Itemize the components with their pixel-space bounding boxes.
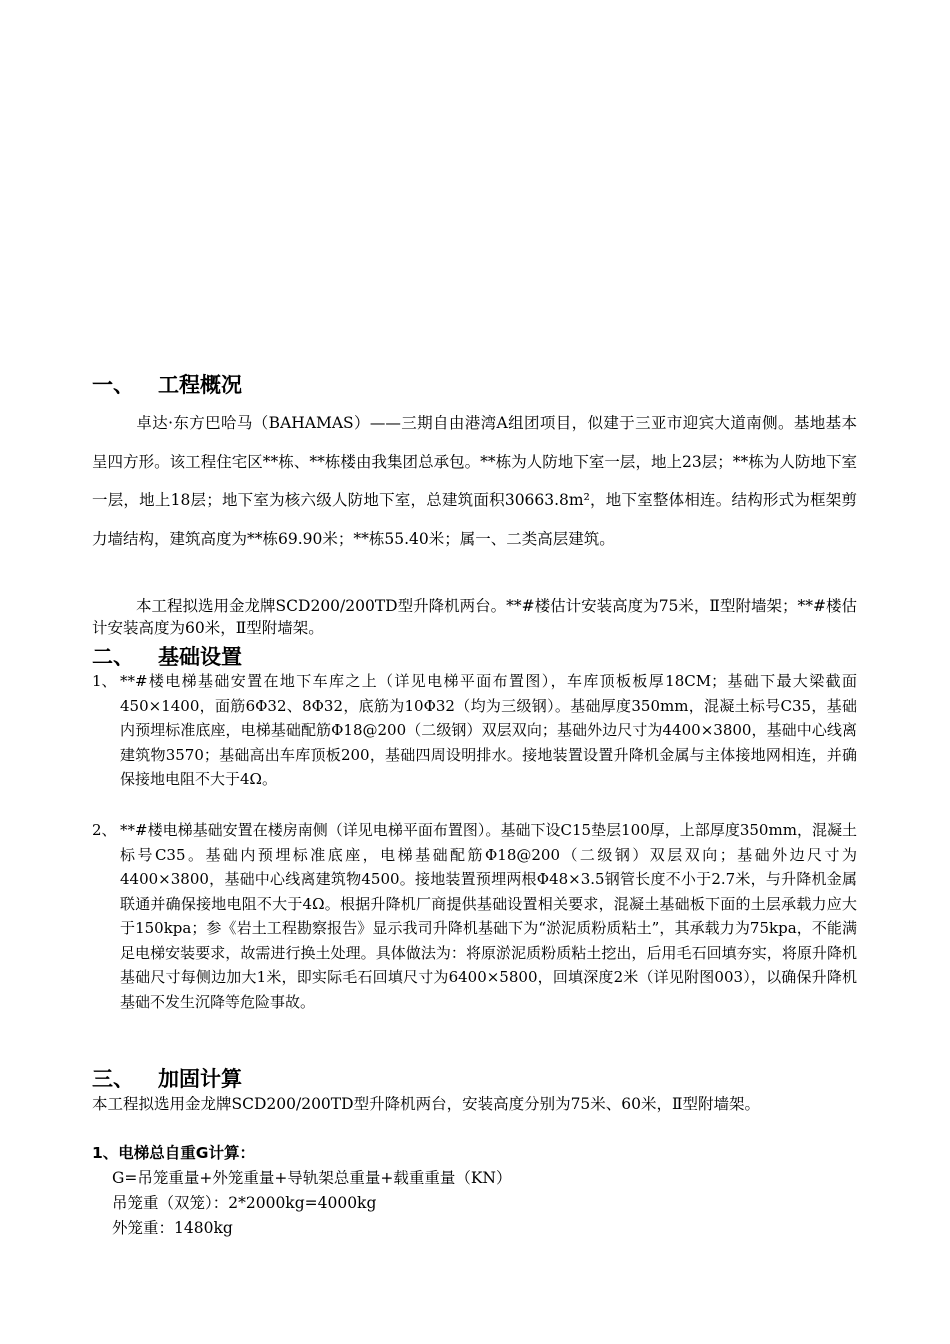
list-item <box>92 818 857 1014</box>
list-marker: 1、 <box>92 672 117 690</box>
list-item-text: **#楼电梯基础安置在地下车库之上（详见电梯平面布置图），车库顶板板厚18CM；基础下最大梁截面450×1400，面筋6Φ32、8Φ32，底筋为10Φ32（均为三级钢）。基础厚度350mm，混凝土标号C35，基础内预埋标准底座，电梯基础配筋Φ18@200（二级钢）双层双向；基础外边尺寸为4400×3800，基础中心线离建筑物3570；基础高出车库顶板200，基础四周设明排水。接地装置设置升降机金属与主体接地网相连，并确保接地电阻不大于4Ω。 <box>120 672 857 788</box>
elevator-selection-text: 本工程拟选用金龙牌SCD200/200TD型升降机两台。**#楼估计安装高度为75米，Ⅱ型附墙架；**#楼估计安装高度为60米，Ⅱ型附墙架。 <box>92 597 857 637</box>
cage-weight-line: 吊笼重（双笼）：2*2000kg=4000kg <box>112 1194 377 1212</box>
section-heading-overview <box>92 372 852 398</box>
list-marker: 2、 <box>92 821 117 839</box>
elevator-selection-paragraph <box>92 595 857 639</box>
section-number: 一、 <box>92 373 134 397</box>
section-number: 三、 <box>92 1067 134 1091</box>
list-item <box>92 669 857 792</box>
calculation-intro: 本工程拟选用金龙牌SCD200/200TD型升降机两台，安装高度分别为75米、60米，Ⅱ型附墙架。 <box>92 1095 761 1113</box>
weight-calc-heading: 1、电梯总自重G计算： <box>92 1144 256 1162</box>
section-title: 基础设置 <box>158 645 242 669</box>
section-heading-calculation <box>92 1066 852 1092</box>
overview-paragraph <box>92 404 857 558</box>
formula-line: G=吊笼重量+外笼重量+导轨架总重量+载重重量（KN） <box>112 1169 512 1187</box>
section-number: 二、 <box>92 645 134 669</box>
section-title: 工程概况 <box>158 373 242 397</box>
overview-text: 卓达·东方巴哈马（BAHAMAS）——三期自由港湾A组团项目，似建于三亚市迎宾大道南侧。基地基本呈四方形。该工程住宅区**栋、**栋楼由我集团总承包。**栋为人防地下室一层，地上23层；**栋为人防地下室一层，地上18层；地下室为核六级人防地下室，总建筑面积30663.8m²，地下室整体相连。结构形式为框架剪力墙结构，建筑高度为**栋69.90米；**栋55.40米；属一、二类高层建筑。 <box>92 414 857 548</box>
section-heading-foundation <box>92 644 852 670</box>
list-item-text: **#楼电梯基础安置在楼房南侧（详见电梯平面布置图）。基础下设C15垫层100厚，上部厚度350mm，混凝土标号C35。基础内预埋标准底座，电梯基础配筋Φ18@200（二级钢）双层双向；基础外边尺寸为4400×3800，基础中心线离建筑物4500。接地装置预埋两根Φ48×3.5钢管长度不小于2.7米，与升降机金属联通并确保接地电阻不大于4Ω。根据升降机厂商提供基础设置相关要求，混凝土基础板下面的土层承载力应大于150kpa；参《岩土工程勘察报告》显示我司升降机基础下为“淤泥质粉质粘土”，其承载力为75kpa，不能满足电梯安装要求，故需进行换土处理。具体做法为：将原淤泥质粉质粘土挖出，后用毛石回填夯实，将原升降机基础尺寸每侧边加大1米，即实际毛石回填尺寸为6400×5800，回填深度2米（详见附图003），以确保升降机基础不发生沉降等危险事故。 <box>120 821 857 1011</box>
outer-cage-weight-line: 外笼重：1480kg <box>112 1219 233 1237</box>
section-title: 加固计算 <box>158 1067 242 1091</box>
